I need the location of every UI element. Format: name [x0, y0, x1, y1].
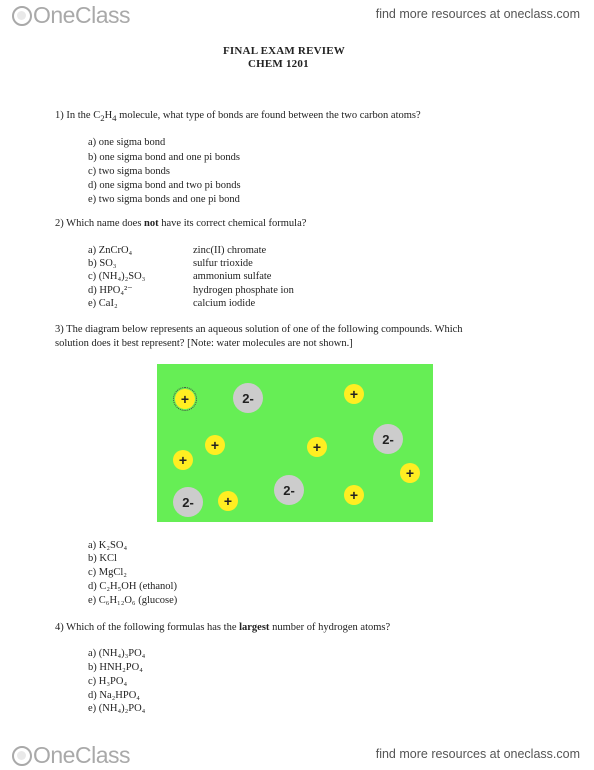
q2-name-a: zinc(II) chromate [193, 245, 267, 256]
q2-name-b: sulfur trioxide [193, 258, 253, 269]
anion-ion: 2- [173, 487, 203, 517]
course-code: CHEM 1201 [248, 58, 309, 70]
anion-ion: 2- [233, 383, 263, 413]
q1-option-c: c) two sigma bonds [88, 166, 170, 177]
question-1-text-c: molecule, what type of bonds are found between the two carbon atoms? [116, 110, 421, 121]
cation-ion: + [307, 437, 327, 457]
q3-option-d: d) C₂H₅OH (ethanol) [88, 581, 177, 592]
question-2-emphasis: not [144, 218, 159, 229]
q4-option-c: c) H₃PO₄ [88, 676, 128, 687]
subscript: 4 [112, 113, 117, 124]
anion-ion: 2- [373, 424, 403, 454]
subscript: 2 [100, 113, 105, 124]
q2-name-e: calcium iodide [193, 298, 256, 309]
bottom-brand-bar [0, 740, 594, 770]
question-2-text-b: have its correct chemical formula? [158, 218, 307, 229]
q4-option-d: d) Na₂HPO₄ [88, 690, 140, 701]
q2-name-d: hydrogen phosphate ion [193, 285, 294, 296]
q1-option-a: a) one sigma bond [88, 137, 166, 148]
oneclass-logo[interactable] [12, 742, 130, 769]
question-1-text-a: 1) In the C [55, 110, 101, 121]
q1-option-b: b) one sigma bond and one pi bonds [88, 152, 240, 163]
q3-option-b: b) KCl [88, 553, 117, 564]
cation-ion: + [175, 389, 195, 409]
q3-option-c: c) MgCl₂ [88, 567, 127, 578]
cation-ion: + [205, 435, 225, 455]
q1-option-d: d) one sigma bond and two pi bonds [88, 180, 241, 191]
q2-formula-b: b) SO₃ [88, 258, 117, 269]
cation-ion: + [173, 450, 193, 470]
question-3-stem-line1: 3) The diagram below represents an aqueous solution of one of the following compounds. Which [55, 324, 463, 335]
question-1-stem [55, 110, 421, 124]
question-4-emphasis: largest [239, 622, 270, 633]
logo-text: OneClass [33, 742, 130, 768]
cation-ion: + [400, 463, 420, 483]
q4-option-e: e) (NH₄)₂PO₄ [88, 703, 146, 714]
promo-link[interactable]: find more resources at oneclass.com [375, 747, 580, 761]
q2-formula-a: a) ZnCrO₄ [88, 245, 133, 256]
cation-ion: + [344, 485, 364, 505]
promo-link[interactable]: find more resources at oneclass.com [375, 7, 580, 21]
page-title: FINAL EXAM REVIEW [223, 45, 345, 57]
anion-ion: 2- [274, 475, 304, 505]
q2-formula-c: c) (NH₄)₂SO₃ [88, 271, 146, 282]
q2-formula-d: d) HPO₄²⁻ [88, 285, 133, 296]
q3-option-a: a) K₂SO₄ [88, 540, 128, 551]
question-4-text-a: 4) Which of the following formulas has the [55, 622, 240, 633]
q1-option-e: e) two sigma bonds and one pi bond [88, 194, 240, 205]
q3-option-e: e) C₆H₁₂O₆ (glucose) [88, 595, 178, 606]
cation-ion: + [218, 491, 238, 511]
question-2-text-a: 2) Which name does [55, 218, 145, 229]
q4-option-b: b) HNH₂PO₄ [88, 662, 143, 673]
q2-formula-e: e) CaI₂ [88, 298, 118, 309]
question-3-stem-line2: solution does it best represent? [Note: water molecules are not shown.] [55, 338, 353, 349]
aqueous-solution-diagram [157, 364, 433, 522]
q4-option-a: a) (NH₄)₃PO₄ [88, 648, 146, 659]
q2-name-c: ammonium sulfate [193, 271, 272, 282]
logo-circle-icon [12, 746, 32, 766]
question-1-text-b: H [104, 110, 113, 121]
logo-text: OneClass [33, 2, 130, 28]
question-2-stem [55, 218, 306, 230]
cation-ion: + [344, 384, 364, 404]
question-4-text-b: number of hydrogen atoms? [269, 622, 391, 633]
question-4-stem [55, 622, 390, 634]
